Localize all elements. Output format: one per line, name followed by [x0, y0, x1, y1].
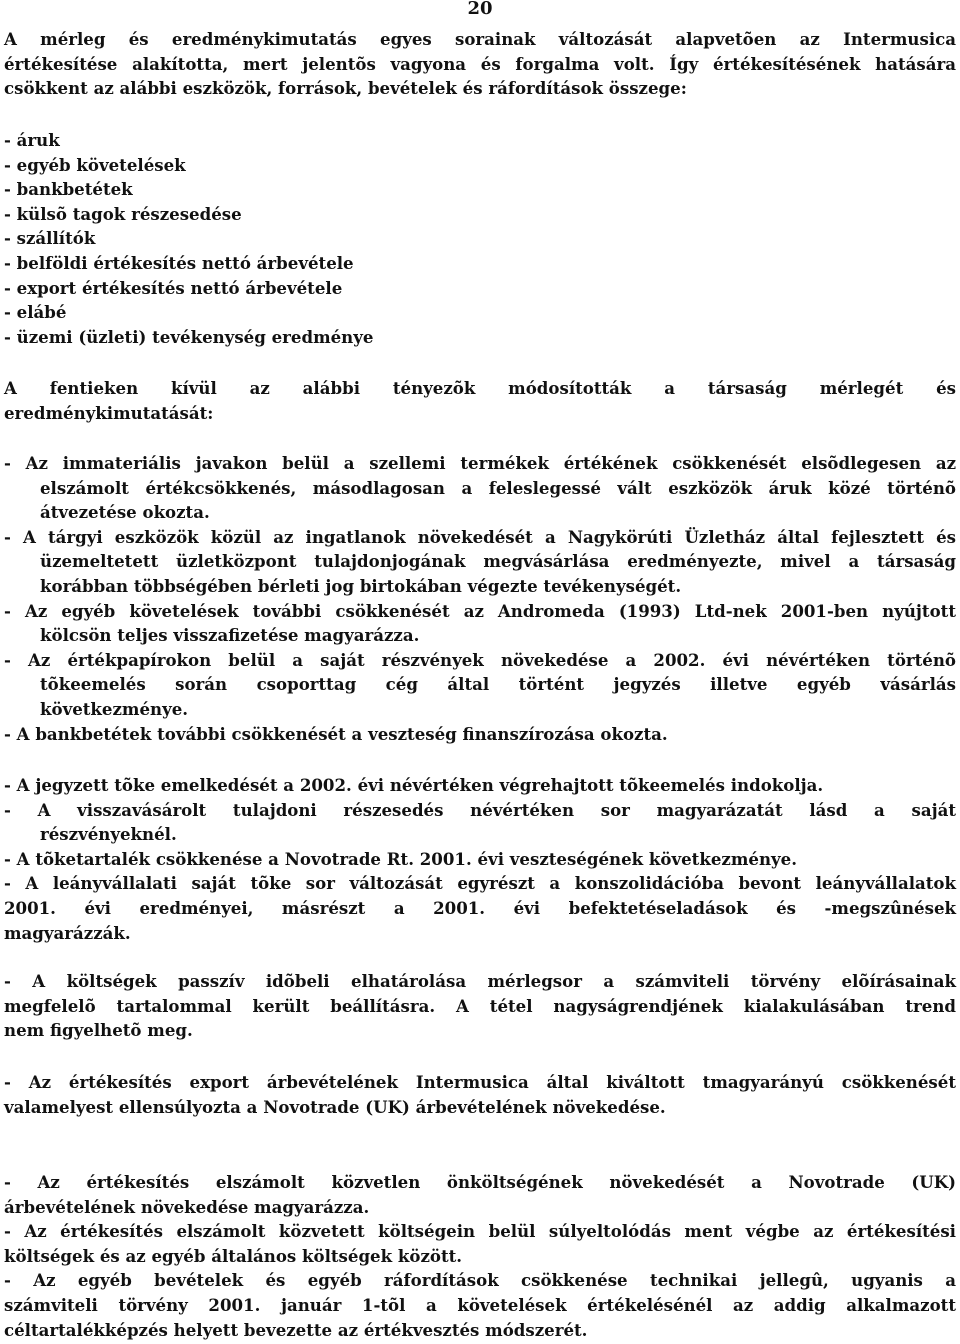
text-line: csökkent az alábbi eszközök, források, bevételek és ráfordítások összege:	[4, 78, 687, 99]
list-item: - külsõ tagok részesedése	[4, 203, 242, 224]
text-line: következménye.	[40, 698, 189, 719]
page-number: 20	[467, 0, 493, 19]
list-item: - egyéb követelések	[4, 154, 186, 175]
text-line: A fentieken kívül az alábbi tényezõk módosították a társaság mérlegét és	[4, 378, 956, 398]
text-line: - A visszavásárolt tulajdoni részesedés névértéken sor magyarázatát lásd a saját	[4, 799, 956, 820]
text-line: üzemeltetett üzletközpont tulajdonjogának megvásárlása eredményezte, mivel a társaság	[40, 551, 956, 572]
text-line: korábban többségében bérleti jog birtokában végezte tevékenységét.	[40, 575, 682, 596]
text-line: elszámolt értékcsökkenés, másodlagosan a feleslegessé vált eszközök áruk közé történõ	[40, 477, 956, 498]
factors-intro-paragraph	[4, 376, 956, 425]
text-line: - A leányvállalati saját tõke sor változását egyrészt a konszolidációba bevont leányvállalatok	[4, 873, 956, 894]
factors-list-b	[4, 773, 956, 945]
text-line: - A költségek passzív idõbeli elhatárolása mérlegsor a számviteli törvény elõírásainak	[4, 971, 956, 991]
text-line: átvezetése okozta.	[40, 502, 210, 523]
list-item: - export értékesítés nettó árbevétele	[4, 277, 343, 298]
text-line: valamelyest ellensúlyozta a Novotrade (UK) árbevételének növekedése.	[4, 1096, 666, 1117]
text-line: nem figyelhetõ meg.	[4, 1020, 193, 1041]
list-item: - elábé	[4, 302, 67, 323]
text-line: - A tõketartalék csökkenése a Novotrade Rt. 2001. évi veszteségének következménye.	[4, 848, 797, 869]
text-line: magyarázzák.	[4, 922, 131, 943]
passive-accruals-paragraph	[4, 969, 956, 1043]
export-revenue-paragraph	[4, 1070, 956, 1119]
list-item: - szállítók	[4, 228, 96, 249]
intro-paragraph	[4, 27, 956, 101]
text-line: - Az egyéb bevételek és egyéb ráfordítások csökkenése technikai jellegû, ugyanis a	[4, 1270, 956, 1291]
text-line: kölcsön teljes visszafizetése magyarázza.	[40, 625, 420, 646]
text-line: részvényeknél.	[40, 824, 177, 845]
text-line: eredménykimutatását:	[4, 402, 214, 423]
affected-items-list	[4, 128, 956, 349]
text-line: megfelelõ tartalommal került beállításra. A tétel nagyságrendjének kialakulásában trend	[4, 995, 956, 1016]
text-line: - A jegyzett tõke emelkedését a 2002. évi névértéken végrehajtott tõkeemelés indokolja.	[4, 775, 824, 795]
list-item: - üzemi (üzleti) tevékenység eredménye	[4, 326, 374, 347]
text-line: - Az értékesítés elszámolt közvetlen önköltségének növekedését a Novotrade (UK)	[4, 1172, 956, 1192]
text-line: - Az értékesítés export árbevételének Intermusica által kiváltott tmagyarányú csökkenését	[4, 1072, 956, 1092]
text-line: - Az értékpapírokon belül a saját részvények növekedése a 2002. évi névértéken történõ	[4, 649, 956, 670]
costs-paragraph	[4, 1170, 956, 1342]
text-line: - Az egyéb követelések további csökkenését az Andromeda (1993) Ltd-nek 2001-ben nyújtott	[4, 600, 956, 621]
text-line: - Az értékesítés elszámolt közvetett költségein belül súlyeltolódás ment végbe az értékesítési	[4, 1221, 956, 1242]
text-line: - Az immateriális javakon belül a szellemi termékek értékének csökkenését elsõdlegesen az	[4, 453, 956, 473]
text-line: - A tárgyi eszközök közül az ingatlanok növekedését a Nagykörúti Üzletház által fejlesztett és	[4, 526, 956, 547]
list-item: - belföldi értékesítés nettó árbevétele	[4, 252, 354, 273]
list-item: - bankbetétek	[4, 179, 133, 200]
text-line: számviteli törvény 2001. január 1-tõl a követelések értékelésénél az addig alkalmazott	[4, 1294, 956, 1315]
text-line: céltartalékképzés helyett bevezette az értékvesztés módszerét.	[4, 1319, 588, 1340]
text-line: A mérleg és eredménykimutatás egyes sorainak változását alapvetõen az Intermusica	[4, 29, 956, 49]
text-line: értékesítése alakította, mert jelentõs vagyona és forgalma volt. Így értékesítésének hatására	[4, 53, 956, 74]
text-line: költségek és az egyéb általános költségek között.	[4, 1245, 463, 1266]
list-item: - áruk	[4, 130, 60, 150]
text-line: tõkeemelés során csoporttag cég által történt jegyzés illetve egyéb vásárlás	[40, 674, 956, 695]
text-line: - A bankbetétek további csökkenését a veszteség finanszírozása okozta.	[4, 723, 668, 744]
factors-list-a	[4, 451, 956, 746]
text-line: 2001. évi eredményei, másrészt a 2001. évi befektetéseladások és -megszûnések	[4, 897, 956, 918]
text-line: árbevételének növekedése magyarázza.	[4, 1196, 370, 1217]
